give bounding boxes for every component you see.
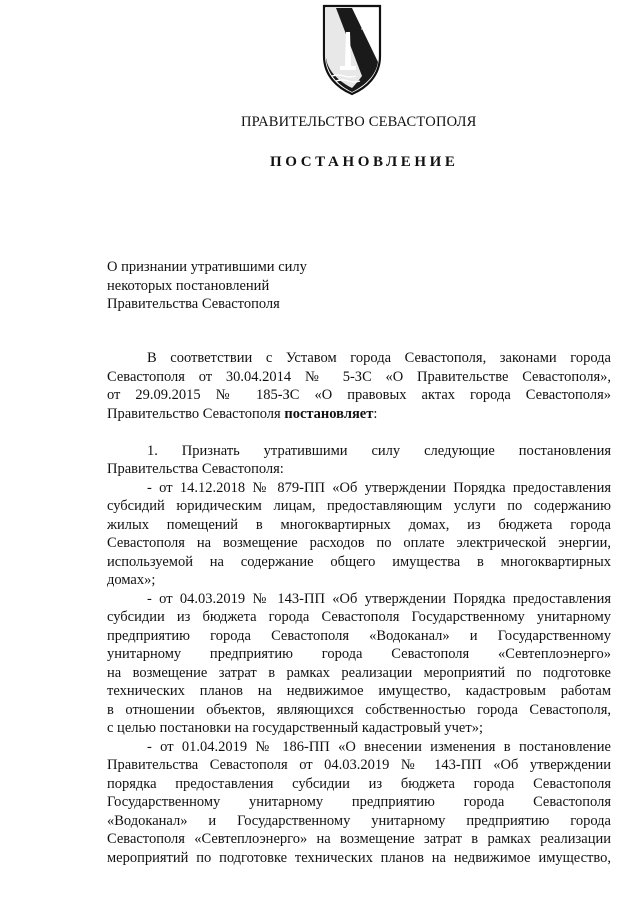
item-intro-line: 1. Признать утратившими силу следующие постановления <box>147 442 611 459</box>
document-subject <box>107 258 407 314</box>
government-title: ПРАВИТЕЛЬСТВО СЕВАСТОПОЛЯ <box>241 114 477 130</box>
list-item-line: предприятию города Севастополя «Водоканал» и Государственному <box>107 627 611 644</box>
subject-line: Правительства Севастополя <box>107 296 280 312</box>
preamble-line: Севастополя от 30.04.2014 № 5-ЗС «О Правительстве Севастополя», <box>107 368 611 385</box>
list-item-line: технических планов на недвижимое имущество, кадастровым работам <box>107 683 611 699</box>
list-item-line: субсидии из бюджета города Севастополя Государственному унитарному <box>107 609 611 625</box>
preamble-text: Правительство Севастополя <box>107 405 285 422</box>
list-item-line: порядка предоставления субсидии из бюджета города Севастополя <box>107 775 611 792</box>
preamble-line: от 29.09.2015 № 185-ЗС «О правовых актах города Севастополя» <box>107 387 611 403</box>
list-item-line: используемой на содержание общего имущества в многоквартирных <box>107 553 611 570</box>
subject-line: О признании утратившими силу <box>107 259 307 275</box>
list-item-line: Севастополя «Севтеплоэнерго» на возмещение затрат в рамках реализации <box>107 831 611 847</box>
list-item-line: - от 04.03.2019 № 143-ПП «Об утверждении Порядка предоставления <box>147 590 611 607</box>
document-type-title: ПОСТАНОВЛЕНИЕ <box>270 154 459 170</box>
decision-word: постановляет <box>284 405 374 422</box>
list-item-line: унитарному предприятию города Севастополя «Севтеплоэнерго» <box>107 646 611 662</box>
list-item-line: Правительства Севастополя от 04.03.2019 № 143-ПП «Об утверждении <box>107 757 611 773</box>
list-item-line: домах»; <box>107 572 156 588</box>
list-item-line: - от 14.12.2018 № 879-ПП «Об утверждении Порядка предоставления <box>147 479 611 496</box>
document-body <box>107 349 611 867</box>
list-item-line: Государственному унитарному предприятию города Севастополя <box>107 794 611 810</box>
item-intro-line: Правительства Севастополя: <box>107 461 284 477</box>
list-item-line: в отношении объектов, являющихся собственностью города Севастополя, <box>107 701 611 718</box>
list-item-line: Севастополя на возмещение расходов по оплате электрической энергии, <box>107 535 611 551</box>
list-item-line: - от 01.04.2019 № 186-ПП «О внесении изменения в постановление <box>147 738 611 755</box>
list-item-line: жилых помещений в многоквартирных домах, из бюджета города <box>107 516 611 533</box>
sevastopol-coat-of-arms-icon <box>322 4 382 96</box>
list-item-line: с целью постановки на государственный кадастровый учет»; <box>107 720 483 736</box>
list-item-line: субсидий юридическим лицам, предоставляющим услуги по содержанию <box>107 498 611 514</box>
list-item-line: мероприятий по подготовке технических планов на недвижимое имущество, <box>107 849 611 866</box>
subject-line: некоторых постановлений <box>107 277 270 294</box>
preamble-line: В соответствии с Уставом города Севастополя, законами города <box>147 350 611 366</box>
preamble-colon: : <box>373 405 378 422</box>
list-item-line: на возмещение затрат в рамках реализации мероприятий по подготовке <box>107 664 611 681</box>
list-item-line: «Водоканал» и Государственному унитарному предприятию города <box>107 812 611 829</box>
preamble-line-decision <box>107 405 611 424</box>
